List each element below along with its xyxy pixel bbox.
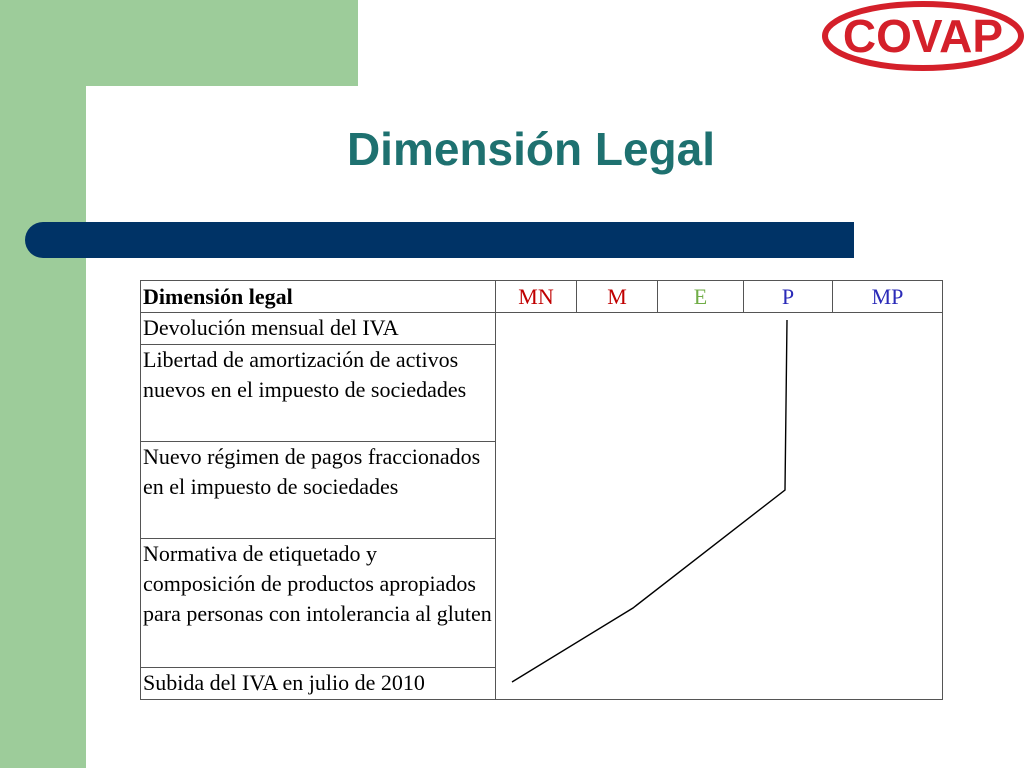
table-header-row [141,281,943,313]
row-label: Libertad de amortización de activos nuevos en el impuesto de sociedades [141,345,496,442]
logo-text: COVAP [842,10,1004,62]
row-label: Nuevo régimen de pagos fraccionados en el impuesto de sociedades [141,442,496,539]
left-green-strip [0,0,86,768]
row-label: Subida del IVA en julio de 2010 [141,668,496,700]
header-level-m: M [577,281,658,313]
header-dimension-label: Dimensión legal [141,281,496,313]
page-title: Dimensión Legal [346,123,716,175]
title-underline-bar [25,222,854,258]
row-label: Devolución mensual del IVA [141,313,496,345]
profile-line [512,320,787,682]
covap-logo [822,0,1024,72]
profile-line-plot [496,312,941,698]
top-green-block [0,0,358,86]
header-level-mp: MP [833,281,943,313]
header-level-p: P [744,281,833,313]
row-label: Normativa de etiquetado y composición de productos apropiados para personas con intolerancia al gluten [141,539,496,668]
header-level-e: E [658,281,744,313]
header-level-mn: MN [496,281,577,313]
